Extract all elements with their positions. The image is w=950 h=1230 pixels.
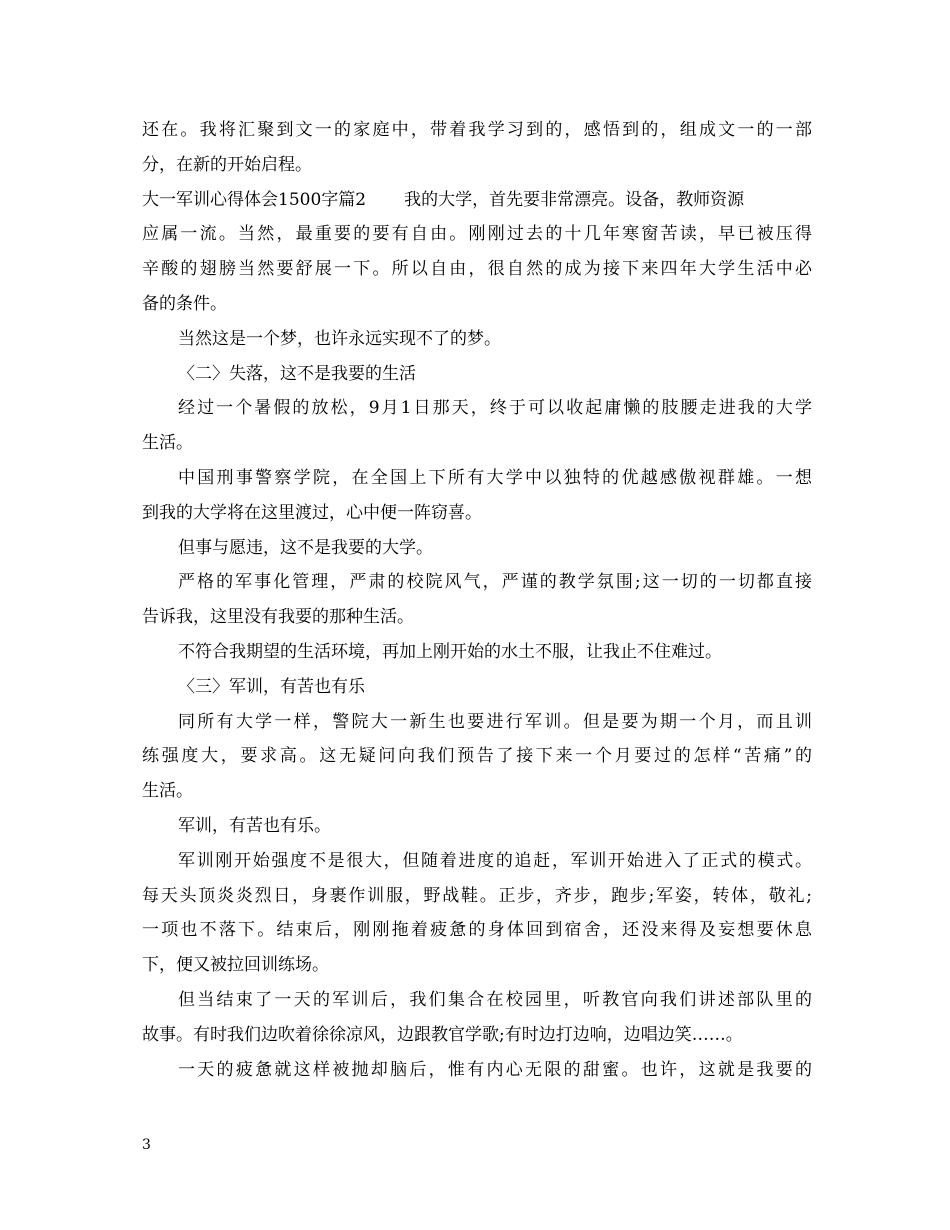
subheading: 〈三〉军训，有苦也有乐 [178, 676, 365, 697]
text-line: 经过一个暑假的放松，9月1日那天，终于可以收起庸懒的肢腰走进我的大学 [178, 398, 812, 419]
text-line: 军训，有苦也有乐。 [178, 815, 331, 836]
text-line: 辛酸的翅膀当然要舒展一下。所以自由，很自然的成为接下来四年大学生活中必 [142, 259, 812, 280]
text-line: 我的大学，首先要非常漂亮。设备，教师资源 [404, 189, 745, 210]
text-line: 生活。 [142, 781, 193, 802]
text-line: 不符合我期望的生活环境，再加上刚开始的水土不服，让我止不住难过。 [178, 641, 722, 662]
text-line: 告诉我，这里没有我要的那种生活。 [142, 607, 414, 628]
text-line: 故事。有时我们边吹着徐徐凉风，边跟教官学歌;有时边打边响，边唱边笑……。 [142, 1024, 743, 1045]
text-line: 下，便又被拉回训练场。 [142, 955, 329, 976]
text-line: 分，在新的开始启程。 [142, 154, 312, 175]
text-line: 军训刚开始强度不是很大，但随着进度的追赶，军训开始进入了正式的模式。 [178, 850, 812, 871]
text-line: 到我的大学将在这里渡过，心中便一阵窃喜。 [142, 502, 482, 523]
text-line: 同所有大学一样，警院大一新生也要进行军训。但是要为期一个月，而且训 [178, 711, 812, 732]
text-line: 备的条件。 [142, 293, 227, 314]
text-line: 严格的军事化管理，严肃的校院风气，严谨的教学氛围;这一切的一切都直接 [178, 572, 812, 593]
text-line: 当然这是一个梦，也许永远实现不了的梦。 [178, 328, 501, 349]
text-line: 但事与愿违，这不是我要的大学。 [178, 537, 433, 558]
text-line: 应属一流。当然，最重要的要有自由。刚刚过去的十几年寒窗苦读，早已被压得 [142, 224, 812, 245]
text-line: 但当结束了一天的军训后，我们集合在校园里，听教官向我们讲述部队里的 [178, 989, 812, 1010]
text-line: 生活。 [142, 433, 193, 454]
text-line: 练强度大，要求高。这无疑问向我们预告了接下来一个月要过的怎样“苦痛”的 [142, 746, 812, 767]
section-heading-line [142, 183, 812, 218]
text-line: 一项也不落下。结束后，刚刚拖着疲惫的身体回到宿舍，还没来得及妄想要休息 [142, 920, 812, 941]
page-number: 3 [142, 1137, 151, 1153]
text-line: 每天头顶炎炎烈日，身裹作训服，野战鞋。正步，齐步，跑步;军姿，转体，敬礼; [142, 885, 812, 906]
body-text [142, 113, 812, 1087]
text-line: 中国刑事警察学院，在全国上下所有大学中以独特的优越感傲视群雄。一想 [178, 467, 812, 488]
subheading: 〈二〉失落，这不是我要的生活 [178, 363, 416, 384]
text-line: 一天的疲惫就这样被抛却脑后，惟有内心无限的甜蜜。也许，这就是我要的 [178, 1059, 812, 1080]
text-line: 还在。我将汇聚到文一的家庭中，带着我学习到的，感悟到的，组成文一的一部 [142, 120, 812, 140]
section-heading: 大一军训心得体会1500字篇2 [142, 189, 367, 210]
